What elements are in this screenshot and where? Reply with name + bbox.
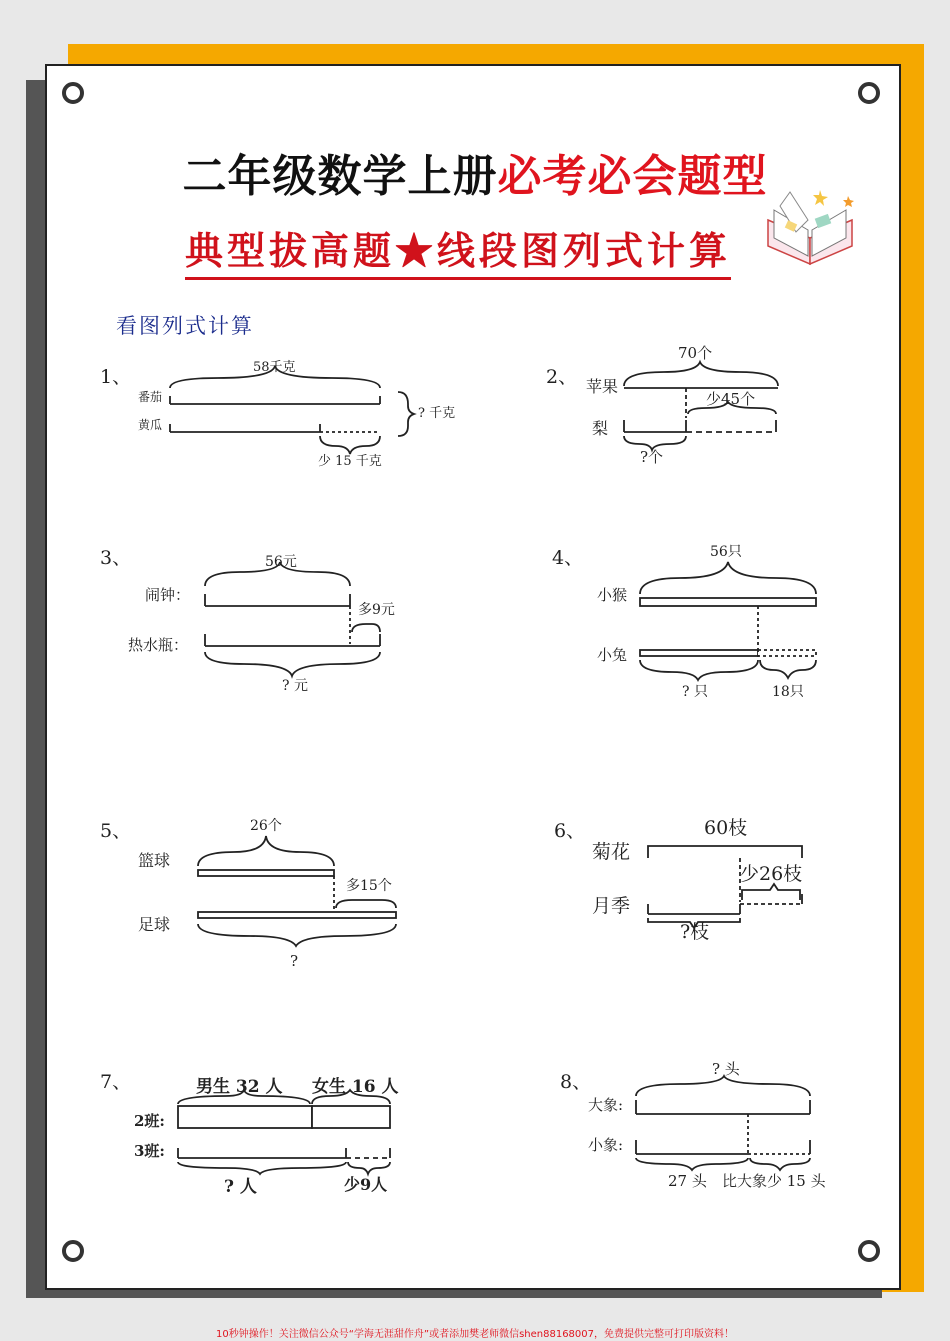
row-label: 足球 [138, 915, 171, 934]
row-label: 菊花 [592, 841, 631, 863]
diff-label: 少 15 千克 [318, 454, 382, 469]
page-subtitle: 典型拔高题★线段图列式计算 [185, 220, 731, 280]
row-label: 小兔 [597, 646, 628, 664]
row-label: 月季 [592, 895, 631, 917]
row-label: 热水瓶： [128, 636, 189, 654]
diff-label: 多15个 [346, 878, 392, 894]
diff-label: 多9元 [358, 602, 395, 618]
problem-number: 8、 [560, 1071, 592, 1093]
total-label: 70个 [678, 344, 713, 362]
row-label: 小象: [588, 1136, 624, 1154]
segment-label: 男生 32 人 [196, 1077, 283, 1097]
row-label: 小猴 [597, 586, 628, 604]
diagram-5 [138, 818, 396, 970]
section-heading: 看图列式计算 [116, 314, 254, 338]
diff-label: 少9人 [344, 1175, 388, 1194]
row-label: 篮球 [138, 851, 171, 870]
diagram-2 [586, 344, 778, 466]
question-label: ? 元 [282, 678, 308, 694]
row-label: 2班: [134, 1112, 165, 1130]
row-label: 梨 [592, 419, 609, 438]
diff-label: 18只 [772, 684, 804, 700]
total-label: 56只 [710, 544, 742, 560]
segment-label: 女生 16 人 [312, 1077, 399, 1097]
diagram-7 [134, 1076, 399, 1197]
diff-label: 少26枝 [740, 863, 803, 885]
row-label: 黄瓜 [138, 418, 163, 432]
question-label: 27 头 [668, 1172, 707, 1190]
problem-number: 1、 [100, 366, 132, 388]
row-label: 闹钟： [145, 586, 191, 604]
diff-label: 少45个 [706, 390, 756, 408]
diagram-3 [128, 554, 395, 694]
total-label: 56元 [265, 554, 297, 570]
page-title: 二年级数学上册必考必会题型 [182, 151, 768, 202]
diagram-1 [138, 359, 455, 469]
diagram-6 [592, 817, 802, 943]
question-label: ? [290, 952, 299, 970]
question-label: ?枝 [680, 921, 710, 943]
row-label: 苹果 [586, 377, 619, 396]
total-label: 58千克 [253, 360, 296, 375]
question-label: ? 只 [682, 684, 708, 700]
question-label: ? 人 [224, 1177, 257, 1197]
problem-number: 2、 [546, 366, 578, 388]
problem-number: 7、 [100, 1071, 132, 1093]
diagram-8 [588, 1060, 827, 1190]
problem-number: 5、 [100, 820, 132, 842]
footer-note: 10秒钟操作！关注微信公众号“学海无涯甜作舟”或者添加樊老师微信shen88168007，免费提供完整可打印版资料！ [215, 1329, 735, 1340]
problem-number: 6、 [554, 820, 586, 842]
total-label: 60枝 [704, 817, 748, 839]
row-label: 番茄 [138, 390, 163, 404]
diagram-4 [597, 544, 816, 700]
question-label: ?个 [640, 448, 664, 466]
row-label: 大象: [588, 1096, 624, 1114]
row-label: 3班: [134, 1142, 165, 1160]
problem-number: 3、 [100, 547, 132, 569]
question-label: ? 千克 [418, 406, 456, 421]
total-label: ? 头 [712, 1060, 740, 1078]
diff-label: 比大象少 15 头 [722, 1172, 826, 1190]
total-label: 26个 [250, 818, 282, 834]
problem-number: 4、 [552, 547, 584, 569]
